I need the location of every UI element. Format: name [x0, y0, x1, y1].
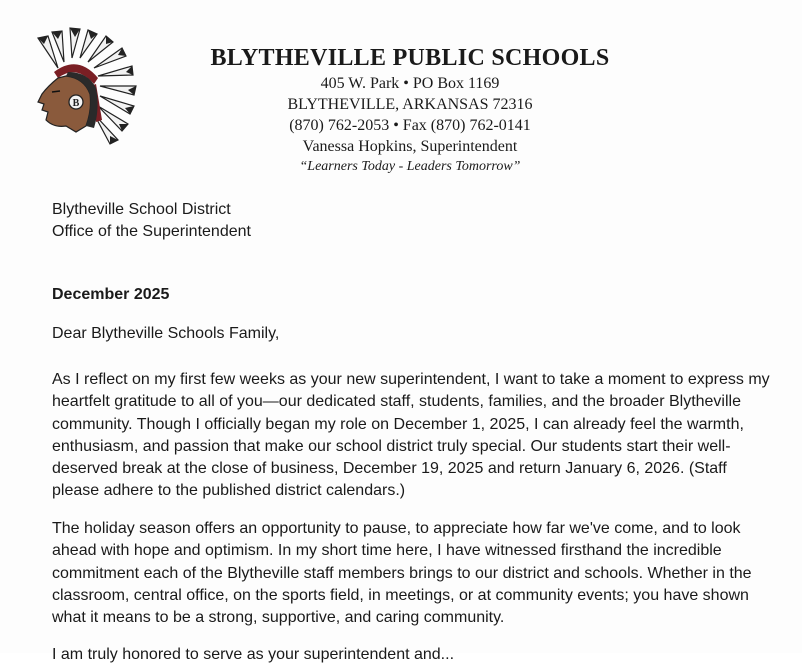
district-phone-fax: (870) 762-2053 • Fax (870) 762-0141 — [289, 117, 531, 134]
district-address: 405 W. Park • PO Box 1169 — [320, 75, 500, 92]
district-name: BLYTHEVILLE PUBLIC SCHOOLS — [210, 45, 610, 71]
letter-date: December 2025 — [52, 286, 170, 303]
sender-block — [52, 199, 772, 243]
letter-greeting: Dear Blytheville Schools Family, — [52, 325, 280, 342]
letter-paragraph-partial: I am truly honored to serve as your superintendent and... — [52, 646, 455, 663]
sender-line-2: Office of the Superintendent — [52, 223, 251, 240]
chief-headdress-logo-icon — [18, 28, 146, 146]
letter-paragraph: The holiday season offers an opportunity to pause, to appreciate how far we've come, and to look ahead with hope and optimism. In my short time here, I have witnessed firsthand the incredible commitment each of the Blytheville staff members brings to our district and schools. Whether in the classroom, central office, on the sports field, in meetings, or at community events; you have shown what it means to be a strong, supportive, and caring community. — [52, 520, 752, 627]
sender-line-1: Blytheville School District — [52, 201, 231, 218]
district-motto: “Learners Today - Leaders Tomorrow” — [299, 159, 521, 174]
svg-text:B: B — [72, 98, 80, 109]
letterhead — [170, 46, 650, 174]
letter-paragraph: As I reflect on my first few weeks as your new superintendent, I want to take a moment to express my heartfelt gratitude to all of you—our dedicated staff, students, families, and the broader Blytheville community. Though I officially began my role on December 1, 2025, I can already feel the warmth, enthusiasm, and passion that make our school district truly special. Our students start their well-deserved break at the close of business, December 19, 2025 and return January 6, 2026. (Staff please adhere to the published district calendars.) — [52, 371, 770, 500]
superintendent-name: Vanessa Hopkins, Superintendent — [302, 138, 518, 155]
district-city-state-zip: BLYTHEVILLE, ARKANSAS 72316 — [287, 96, 533, 113]
